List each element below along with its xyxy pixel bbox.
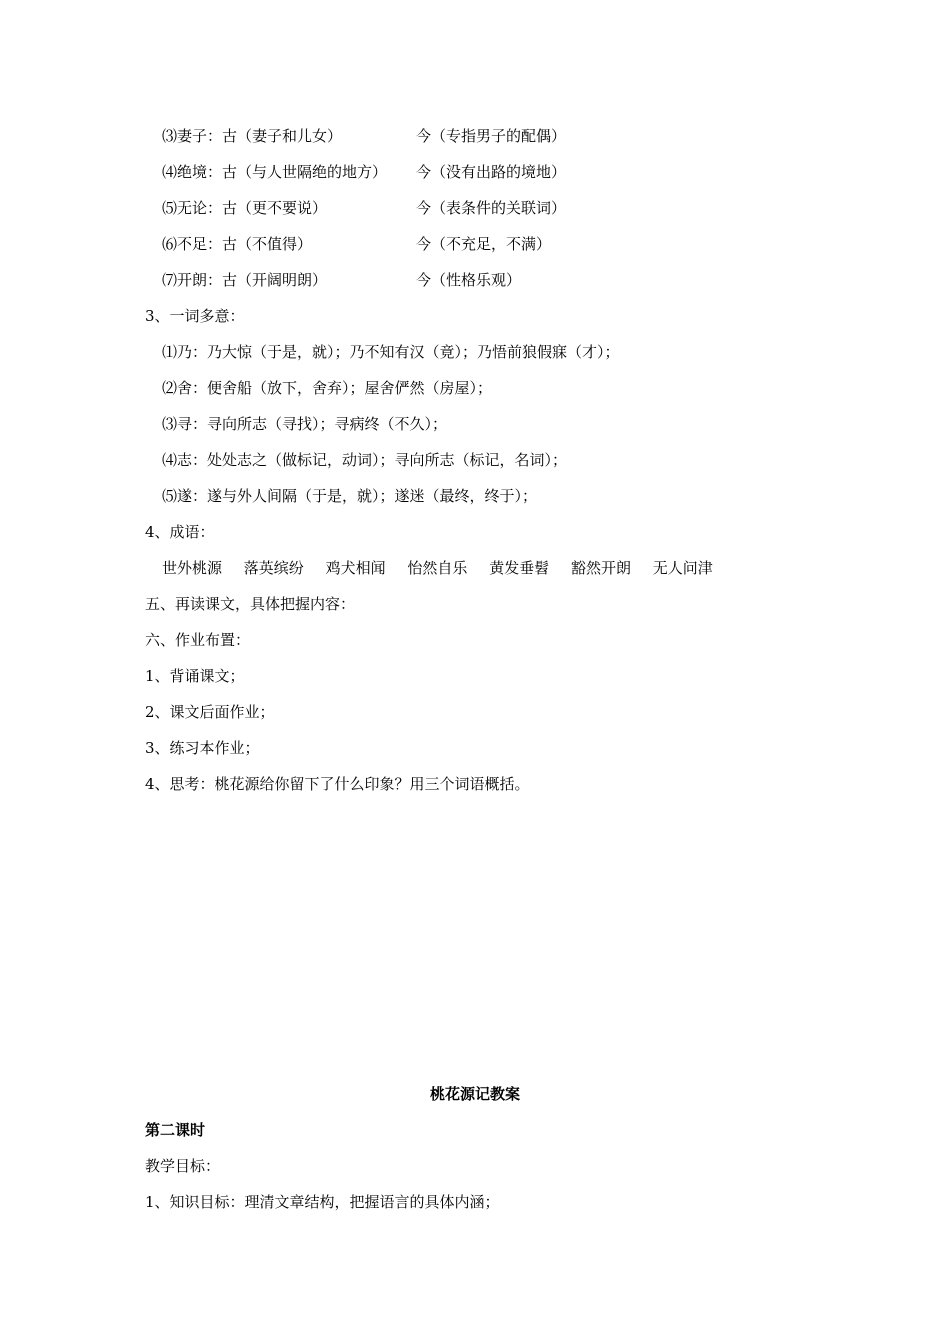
am-word-3: ⑶妻子：古（妻子和儿女） xyxy=(162,127,343,145)
polysemy-item: ⑴乃：乃大惊（于是，就）；乃不知有汉（竟）；乃悟前狼假寐（才）； xyxy=(162,343,620,361)
idiom: 鸡犬相闻 xyxy=(325,559,386,577)
am-word-7: ⑺开朗：古（开阔明朗） xyxy=(162,271,328,289)
idiom: 黄发垂髫 xyxy=(489,559,550,577)
polysemy-item: ⑵舍：便舍船（放下，舍弃）；屋舍俨然（房屋）； xyxy=(162,379,493,397)
polysemy-item: ⑸遂：遂与外人间隔（于是，就）；遂迷（最终，终于）； xyxy=(162,487,538,505)
polysemy-item: ⑷志：处处志之（做标记，动词）；寻向所志（标记，名词）； xyxy=(162,451,568,469)
am-word-6: ⑹不足：古（不值得） xyxy=(162,235,313,253)
idioms-heading: 4、成语： xyxy=(145,523,215,541)
section-6-heading: 六、作业布置： xyxy=(145,631,251,649)
am-modern-4: 今（没有出路的境地） xyxy=(416,163,567,181)
lesson-period: 第二课时 xyxy=(145,1121,206,1139)
am-word-5: ⑸无论：古（更不要说） xyxy=(162,199,328,217)
polysemy-heading: 3、一词多意： xyxy=(145,307,245,325)
am-modern-3: 今（专指男子的配偶） xyxy=(416,127,567,145)
homework-item: 4、思考：桃花源给你留下了什么印象？用三个词语概括。 xyxy=(145,775,530,793)
homework-item: 2、课文后面作业； xyxy=(145,703,275,721)
idioms-list xyxy=(162,558,730,578)
homework-item: 3、练习本作业； xyxy=(145,739,260,757)
idiom: 无人问津 xyxy=(652,559,713,577)
lesson-title: 桃花源记教案 xyxy=(429,1085,520,1103)
am-modern-5: 今（表条件的关联词） xyxy=(416,199,567,217)
idiom: 世外桃源 xyxy=(162,559,223,577)
homework-item: 1、背诵课文； xyxy=(145,667,245,685)
idiom: 落英缤纷 xyxy=(243,559,304,577)
am-word-4: ⑷绝境：古（与人世隔绝的地方） xyxy=(162,163,388,181)
am-modern-6: 今（不充足，不满） xyxy=(416,235,552,253)
idiom: 怡然自乐 xyxy=(407,559,468,577)
section-5-heading: 五、再读课文，具体把握内容： xyxy=(145,595,356,613)
am-modern-7: 今（性格乐观） xyxy=(416,271,522,289)
idiom: 豁然开朗 xyxy=(570,559,631,577)
goal-item: 1、知识目标：理清文章结构，把握语言的具体内涵； xyxy=(145,1193,500,1211)
goals-heading: 教学目标： xyxy=(145,1157,221,1175)
polysemy-item: ⑶寻：寻向所志（寻找）；寻病终（不久）； xyxy=(162,415,448,433)
